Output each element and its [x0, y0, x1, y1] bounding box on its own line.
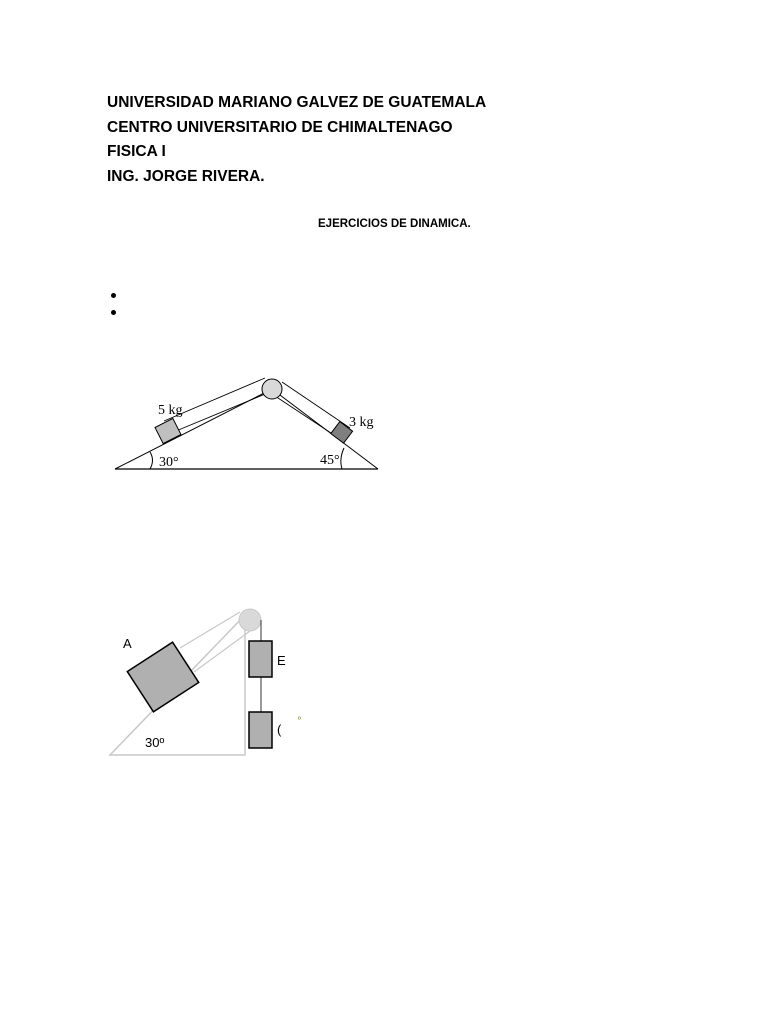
angle-arc-left — [150, 452, 153, 469]
incline-angle-label: 30º — [145, 735, 165, 750]
rope-incline-lower — [194, 631, 250, 672]
block-a-label: A — [123, 636, 132, 651]
block-a — [127, 642, 198, 712]
mass-5kg-block — [155, 418, 181, 443]
mass-right-label: 3 kg — [349, 415, 374, 430]
angle-left-label: 30° — [159, 455, 179, 470]
university-name: UNIVERSIDAD MARIANO GALVEZ DE GUATEMALA — [107, 94, 487, 111]
course-name: FISICA I — [107, 143, 166, 160]
rope-right-lower — [275, 396, 337, 437]
block-c — [249, 712, 272, 748]
rope-left-lower — [176, 392, 270, 431]
block-c-label: ( — [277, 722, 282, 737]
incline-hanging-figure — [110, 609, 301, 755]
page-title: EJERCICIOS DE DINAMICA. — [318, 218, 471, 230]
pulley-top — [262, 379, 282, 399]
block-b-label: E — [277, 653, 286, 668]
instructor-name: ING. JORGE RIVERA. — [107, 167, 265, 185]
angle-arc-right — [341, 448, 344, 469]
double-incline-figure — [115, 378, 378, 470]
angle-right-label: 45° — [320, 453, 340, 468]
center-name: CENTRO UNIVERSITARIO DE CHIMALTENAGO — [107, 118, 453, 136]
block-b — [249, 641, 272, 677]
mass-left-label: 5 kg — [158, 403, 183, 418]
pulley-corner — [239, 609, 261, 631]
degree-mark: º — [298, 715, 301, 724]
